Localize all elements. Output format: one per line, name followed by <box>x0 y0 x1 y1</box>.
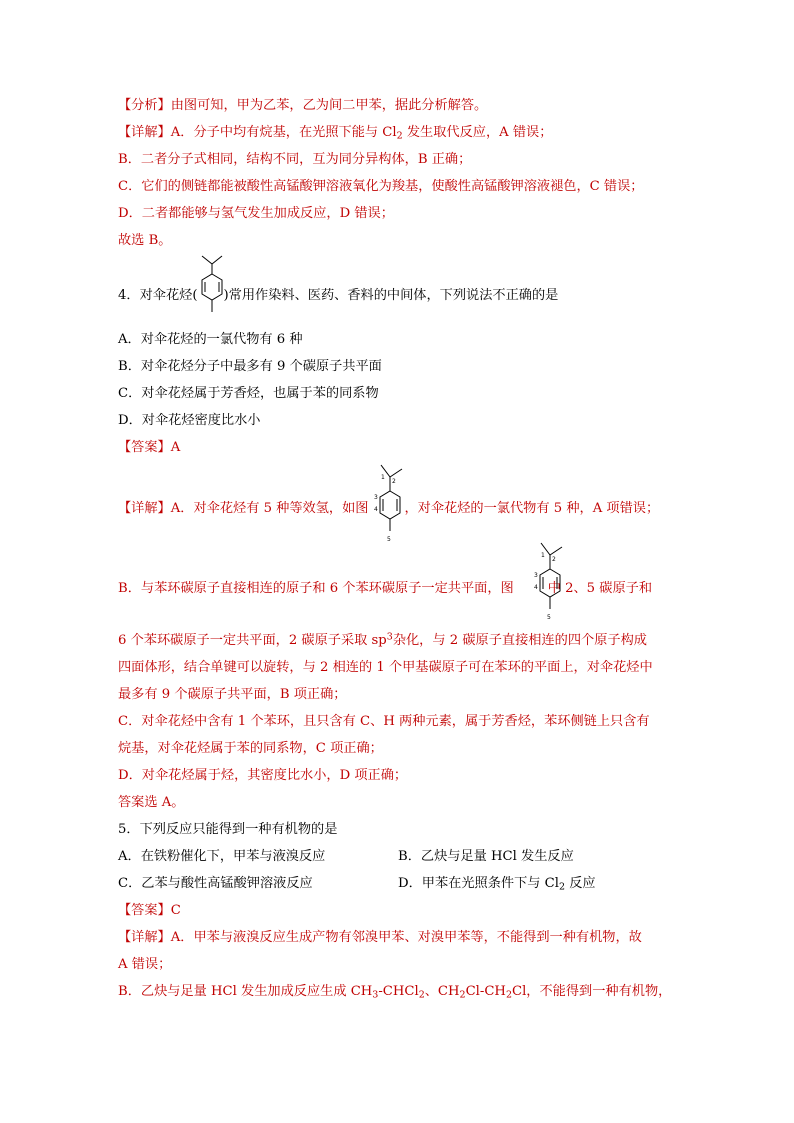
label-1: 1 <box>541 552 545 559</box>
b1: B．乙炔与足量 HCl 发生加成反应生成 CH <box>118 984 373 999</box>
q5-option-c: C．乙苯与酸性高锰酸钾溶液反应 <box>118 876 313 891</box>
sub3: 2 <box>459 989 466 1001</box>
label-3: 3 <box>534 572 538 579</box>
analysis-text: 由图可知，甲为乙苯，乙为间二甲苯，据此分析解答。 <box>170 98 488 113</box>
q3-detail-a-line <box>118 119 690 146</box>
cont1-a: 6 个苯环碳原子一定共平面，2 碳原子采取 sp <box>118 633 387 648</box>
numbered-structure-icon-2 <box>530 539 570 627</box>
superscript: 3 <box>386 631 393 643</box>
option-d-b: 反应 <box>565 876 596 891</box>
q4-stem-after: )常用作染料、医药、香料的中间体，下列说法不正确的是 <box>223 288 559 303</box>
label-5: 5 <box>547 614 551 621</box>
sub4: 2 <box>505 989 512 1001</box>
q5-option-d <box>398 870 678 897</box>
q3-detail-d-line: D．二者都能够与氢气发生加成反应，D 错误； <box>118 206 394 221</box>
label-2: 2 <box>552 556 556 563</box>
label-3: 3 <box>374 494 378 501</box>
q4-option-b: B．对伞花烃分子中最多有 9 个碳原子共平面 <box>118 359 382 374</box>
q4-option-d: D．对伞花烃密度比水小 <box>118 413 261 428</box>
detail-tag: 【详解】 <box>118 125 171 140</box>
detail-a-text: A．分子中均有烷基，在光照下能与 Cl <box>170 125 397 140</box>
q4-detail-c2: 烷基，对伞花烃属于苯的同系物，C 项正确； <box>118 741 383 756</box>
q5-detail-a1 <box>118 924 690 951</box>
option-d-a: D．甲苯在光照条件下与 Cl <box>398 876 559 891</box>
cont1-b: 杂化，与 2 碳原子直接相连的四个原子构成 <box>392 633 647 648</box>
detail-tag: 【详解】 <box>118 930 171 945</box>
label-2: 2 <box>392 478 396 485</box>
q4-option-a: A．对伞花烃的一氯代物有 6 种 <box>118 332 303 347</box>
answer-value: C <box>170 903 181 918</box>
q4-detail-a-line <box>118 461 690 547</box>
q5-option-b: B．乙炔与足量 HCl 发生反应 <box>398 849 574 864</box>
q5-options-row-2 <box>118 870 690 897</box>
q3-detail-b-line: B．二者分子式相同，结构不同，互为同分异构体，B 正确； <box>118 152 472 167</box>
detail-a-after: ，对伞花烃的一氯代物有 5 种，A 项错误； <box>404 501 660 516</box>
q3-detail-c-line: C．它们的侧链都能被酸性高锰酸钾溶液氧化为羧基，使酸性高锰酸钾溶液褪色，C 错误； <box>118 179 644 194</box>
label-4: 4 <box>534 584 538 591</box>
page-content <box>118 92 690 1005</box>
detail-a1: A．甲苯与液溴反应生成产物有邻溴甲苯、对溴甲苯等，不能得到一种有机物，故 <box>170 930 642 945</box>
answer-value: A <box>170 440 181 455</box>
b5: Cl，不能得到一种有机物， <box>511 984 672 999</box>
q5-answer <box>118 897 690 924</box>
q5-options-row-1 <box>118 843 690 870</box>
label-5: 5 <box>387 536 391 543</box>
q4-detail-d: D．对伞花烃属于烃，其密度比水小，D 项正确； <box>118 768 408 783</box>
q4-conclusion: 答案选 A。 <box>118 795 185 810</box>
q4-option-c: C．对伞花烃属于芳香烃，也属于苯的同系物 <box>118 386 379 401</box>
label-4: 4 <box>374 506 378 513</box>
b4: Cl-CH <box>465 984 506 999</box>
detail-a-before: A．对伞花烃有 5 种等效氢，如图 <box>170 501 369 516</box>
detail-b-before: B．与苯环碳原子直接相连的原子和 6 个苯环碳原子一定共平面，图 <box>118 581 514 596</box>
q3-analysis-line <box>118 92 690 119</box>
detail-tag: 【详解】 <box>118 501 171 516</box>
detail-b-after: 中 2、5 碳原子和 <box>547 581 653 596</box>
numbered-structure-icon <box>370 461 410 547</box>
q5-option-a: A．在铁粉催化下，甲苯与液溴反应 <box>118 849 326 864</box>
analysis-tag: 【分析】 <box>118 98 171 113</box>
q3-conclusion: 故选 B。 <box>118 233 172 248</box>
b3: 、CH <box>424 984 460 999</box>
q4-detail-b-cont1 <box>118 627 690 654</box>
answer-tag: 【答案】 <box>118 440 171 455</box>
q4-stem-before: 4．对伞花烃( <box>118 288 198 303</box>
p-cymene-structure-icon <box>197 250 227 326</box>
q4-detail-b-line <box>118 547 690 627</box>
label-1: 1 <box>381 474 385 481</box>
q4-detail-c1: C．对伞花烃中含有 1 个苯环，且只含有 C、H 两种元素，属于芳香烃，苯环侧链上只含有 <box>118 714 650 729</box>
sub1: 3 <box>372 989 379 1001</box>
q5-detail-b <box>118 978 690 1005</box>
b2: -CHCl <box>378 984 419 999</box>
q4-detail-b-cont2: 四面体形，结合单键可以旋转，与 2 相连的 1 个甲基碳原子可在苯环的平面上，对伞花烃中 <box>118 660 653 675</box>
sub2: 2 <box>418 989 425 1001</box>
answer-tag: 【答案】 <box>118 903 171 918</box>
q4-detail-b-cont3: 最多有 9 个碳原子共平面，B 项正确； <box>118 687 347 702</box>
q4-answer <box>118 434 690 461</box>
subscript: 2 <box>558 881 565 893</box>
q5-detail-a2: A 错误； <box>118 957 172 972</box>
q4-stem-line <box>118 254 690 326</box>
subscript: 2 <box>396 130 403 142</box>
q5-stem: 5．下列反应只能得到一种有机物的是 <box>118 822 338 837</box>
detail-a-end: 发生取代反应，A 错误； <box>402 125 553 140</box>
